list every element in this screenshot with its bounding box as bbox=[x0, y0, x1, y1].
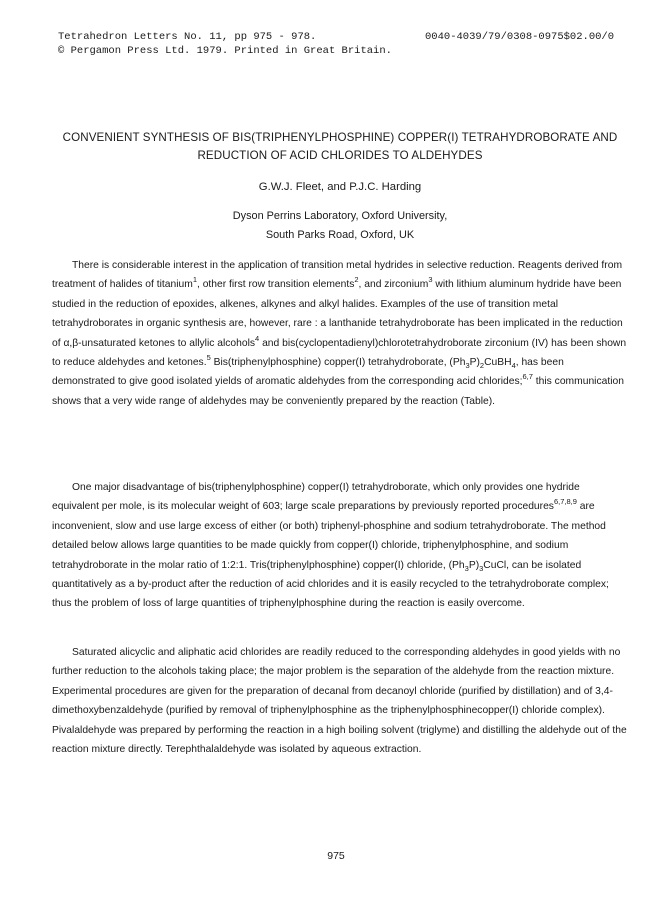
journal-header bbox=[58, 30, 392, 58]
page-number: 975 bbox=[327, 850, 345, 862]
reference-marker: 2 bbox=[354, 275, 359, 285]
authors: G.W.J. Fleet, and P.J.C. Harding bbox=[258, 181, 422, 193]
affiliation-line-2: South Parks Road, Oxford, UK bbox=[265, 229, 415, 241]
text: CuBH bbox=[484, 357, 512, 369]
paragraph-introduction bbox=[52, 256, 627, 411]
text: , other first row transition elements bbox=[196, 279, 355, 291]
text: , and zirconium bbox=[358, 279, 429, 291]
subscript: 3 bbox=[464, 563, 469, 573]
text: , has been demonstrated to give good isolated yields of aromatic aldehydes from the corresponding acid chlorides; bbox=[52, 357, 564, 388]
text: and bis(cyclopentadienyl)chlorotetrahydroborate zirconium (IV) has been shown to reduce aldehydes and ketones. bbox=[52, 337, 627, 369]
affiliation-line-1: Dyson Perrins Laboratory, Oxford University, bbox=[232, 210, 448, 222]
journal-citation: Tetrahedron Letters No. 11, pp 975 - 978. bbox=[58, 31, 317, 43]
text: There is considerable interest in the application of transition metal hydrides in selective reduction. Reagents derived from treatment of halides of titanium bbox=[52, 260, 623, 291]
text: P) bbox=[468, 559, 480, 571]
article-title-line-2: REDUCTION OF ACID CHLORIDES TO ALDEHYDES bbox=[197, 149, 483, 162]
text: P) bbox=[469, 357, 480, 369]
text: CuCl, can be isolated quantitatively as a by-product after the reduction of acid chlorides and it is easily recycled to the tetrahydroborate complex; thus the problem of loss of large quantities of triphenylphosphine during the reaction is easily overcome. bbox=[52, 559, 609, 610]
reference-marker: 3 bbox=[428, 275, 433, 285]
paragraph-reductions: Saturated alicyclic and aliphatic acid chlorides are readily reduced to the corresponding aldehydes in good yields with no further reduction to the alcohols taking place; the major problem is the separation of the aldehyde from the reaction mixture. Experimental procedures are given for the preparation of decanal from decanoyl chloride (purified by distillation) and of 3,4-dimethoxybenzaldehyde (purified by removal of triphenylphosphine as the triphenylphosphinecopper(I) chloride complex). Pivalaldehyde was prepared by performing the reaction in a high boiling solvent (triglyme) and distilling the aldehyde out of the reaction mixture directly. Terephthalaldehyde was isolated by aqueous extraction. bbox=[52, 647, 627, 756]
text: this communication shows that a very wide range of aldehydes may be conveniently prepared by the reaction (Table). bbox=[52, 376, 624, 407]
reference-marker: 1 bbox=[192, 275, 197, 285]
article-title-line-1: CONVENIENT SYNTHESIS OF BIS(TRIPHENYLPHOSPHINE) COPPER(I) TETRAHYDROBORATE AND bbox=[62, 131, 618, 144]
reference-marker: 6,7 bbox=[522, 372, 533, 382]
text: are inconvenient, slow and use large excess of either (or both) triphenyl-phosphine and sodium tetrahydroborate. The method detailed below allows large quantities to be made quickly from copper(I) chloride, triphenylphosphine, and sodium tetrahydroborate in the molar ratio of 1:2:1. Tris(triphenylphosphine) copper(I) chloride, (Ph bbox=[52, 501, 606, 571]
reference-marker: 6,7,8,9 bbox=[553, 497, 577, 507]
text: with lithium aluminum hydride have been studied in the reduction of epoxides, alkenes, alkynes and alkyl halides. Examples of the use of transition metal tetrahydroborates in organic synthesis are, however, rare : a lanthanide tetrahydroborate has been implicated in the reduction of α,β-unsaturated ketones to allylic alcohols bbox=[52, 279, 623, 349]
subscript: 2 bbox=[479, 361, 485, 371]
copyright-notice: © Pergamon Press Ltd. 1979. Printed in Great Britain. bbox=[58, 45, 392, 57]
subscript: 3 bbox=[479, 563, 484, 573]
subscript: 3 bbox=[465, 361, 470, 371]
text: One major disadvantage of bis(triphenylphosphine) copper(I) tetrahydroborate, which only provides one hydride equivalent per mole, is its molecular weight of 603; large scale preparations by previously reported procedures bbox=[52, 482, 580, 513]
subscript: 4 bbox=[511, 361, 516, 371]
article-code: 0040-4039/79/0308-0975$02.00/0 bbox=[425, 31, 615, 43]
reference-marker: 5 bbox=[206, 353, 211, 363]
reference-marker: 4 bbox=[255, 333, 260, 343]
paragraph-preparation bbox=[52, 478, 627, 614]
text: Bis(triphenylphosphine) copper(I) tetrahydroborate, (Ph bbox=[210, 357, 466, 369]
